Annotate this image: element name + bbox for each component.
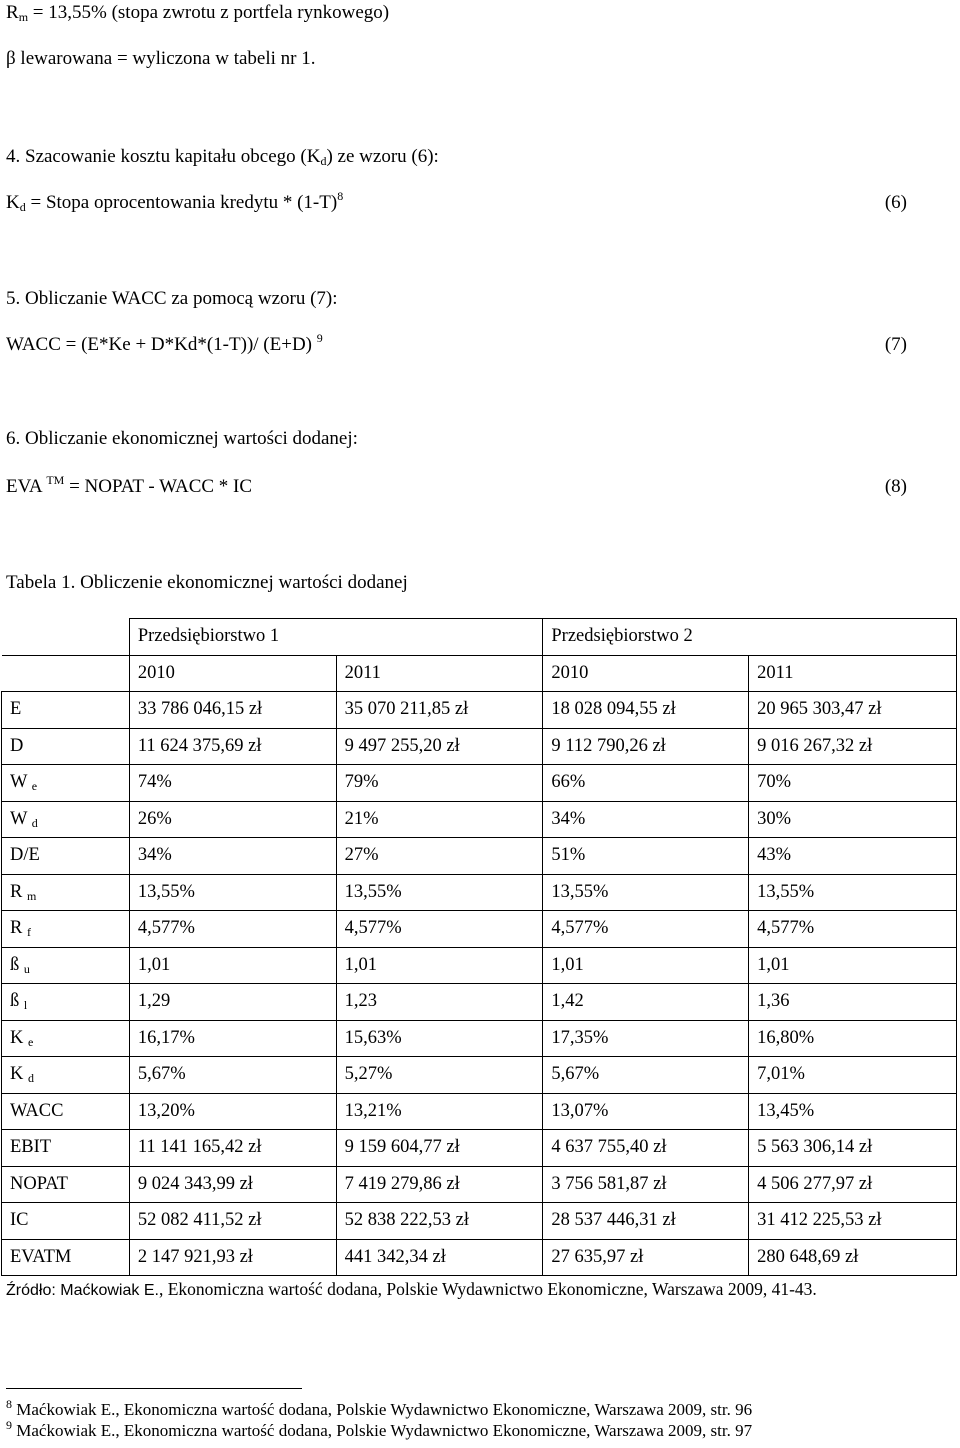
table-cell: 13,07%: [543, 1093, 749, 1130]
table-cell: 13,20%: [129, 1093, 336, 1130]
table-row: [2, 838, 957, 875]
table-corner-cell: [2, 655, 130, 692]
table-cell: 441 342,34 zł: [336, 1239, 543, 1276]
table-cell: 5,67%: [129, 1057, 336, 1094]
row-label-text: IC: [10, 1210, 29, 1231]
rm-subscript: m: [18, 10, 29, 24]
year-header: 2010: [129, 655, 336, 692]
table-cell: 34%: [543, 801, 749, 838]
table-cell: 1,29: [129, 984, 336, 1021]
table-cell: 27%: [336, 838, 543, 875]
table-cell: 11 624 375,69 zł: [129, 728, 336, 765]
row-label: [2, 1057, 130, 1094]
footnote-9: [6, 1418, 753, 1441]
eva-tm-superscript: TM: [46, 473, 65, 487]
step5-heading: 5. Obliczanie WACC za pomocą wzoru (7):: [6, 288, 338, 309]
table-row: [2, 947, 957, 984]
row-label: [2, 728, 130, 765]
table-cell: 4,577%: [129, 911, 336, 948]
table-cell: 1,01: [129, 947, 336, 984]
table-cell: 13,55%: [336, 874, 543, 911]
equation-number-8: (8): [884, 476, 907, 497]
table-cell: 13,55%: [749, 874, 957, 911]
step4-heading: [6, 146, 439, 168]
source-text: , Ekonomiczna wartość dodana, Polskie Wydawnictwo Ekonomiczne, Warszawa 2009, 41-43.: [158, 1279, 817, 1299]
table-cell: 9 016 267,32 zł: [749, 728, 957, 765]
table-row: [2, 1166, 957, 1203]
step4-heading-post: ) ze wzoru (6):: [326, 146, 439, 167]
row-label-text: EBIT: [10, 1137, 52, 1158]
table-cell: 1,23: [336, 984, 543, 1021]
row-label: [2, 1130, 130, 1167]
table-row: [2, 728, 957, 765]
row-label-text: K: [10, 1027, 24, 1048]
table-cell: 13,45%: [749, 1093, 957, 1130]
table-cell: 16,17%: [129, 1020, 336, 1057]
table-row: [2, 1020, 957, 1057]
table-cell: 34%: [129, 838, 336, 875]
row-label: [2, 1020, 130, 1057]
table-row: [2, 692, 957, 729]
table-cell: 30%: [749, 801, 957, 838]
table-row: [2, 801, 957, 838]
row-label: [2, 765, 130, 802]
table-cell: 7 419 279,86 zł: [336, 1166, 543, 1203]
row-label: [2, 838, 130, 875]
table-row: [2, 911, 957, 948]
table-cell: 18 028 094,55 zł: [543, 692, 749, 729]
row-label: [2, 1239, 130, 1276]
rm-symbol: R: [6, 2, 19, 23]
beta-definition: β lewarowana = wyliczona w tabeli nr 1.: [6, 48, 316, 69]
table-cell: 17,35%: [543, 1020, 749, 1057]
year-header: 2011: [336, 655, 543, 692]
eva-table: [1, 618, 957, 1276]
footnote-ref-9: 9: [316, 331, 323, 345]
footnote-number: 8: [6, 1397, 12, 1411]
table-cell: 28 537 446,31 zł: [543, 1203, 749, 1240]
table-cell: 1,01: [336, 947, 543, 984]
row-label: [2, 1166, 130, 1203]
table-cell: 4,577%: [336, 911, 543, 948]
equation-number-7: (7): [884, 334, 907, 355]
footnote-text: Maćkowiak E., Ekonomiczna wartość dodana, Polskie Wydawnictwo Ekonomiczne, Warszawa 2009, str. 97: [12, 1421, 753, 1440]
table-row: [2, 765, 957, 802]
step4-heading-pre: 4. Szacowanie kosztu kapitału obcego (K: [6, 146, 321, 167]
table-cell: 43%: [749, 838, 957, 875]
table-cell: 1,42: [543, 984, 749, 1021]
table-header-companies: [2, 619, 957, 656]
row-label-subscript: d: [28, 1071, 34, 1086]
table-cell: 4,577%: [543, 911, 749, 948]
table-cell: 280 648,69 zł: [749, 1239, 957, 1276]
table-cell: 74%: [129, 765, 336, 802]
table-cell: 13,21%: [336, 1093, 543, 1130]
year-header: 2011: [749, 655, 957, 692]
table-cell: 4,577%: [749, 911, 957, 948]
row-label-text: EVATM: [10, 1246, 72, 1267]
row-label: [2, 692, 130, 729]
table-cell: 5 563 306,14 zł: [749, 1130, 957, 1167]
kd-subscript: d: [19, 200, 26, 214]
table-cell: 9 497 255,20 zł: [336, 728, 543, 765]
row-label: [2, 947, 130, 984]
row-label: [2, 1203, 130, 1240]
row-label-text: ß: [10, 991, 20, 1012]
step6-formula: [6, 473, 253, 498]
table-header-years: [2, 655, 957, 692]
table-cell: 15,63%: [336, 1020, 543, 1057]
row-label-text: ß: [10, 954, 20, 975]
row-label-subscript: m: [26, 888, 37, 903]
table-cell: 3 756 581,87 zł: [543, 1166, 749, 1203]
row-label-text: R: [10, 918, 23, 939]
table-cell: 21%: [336, 801, 543, 838]
table-cell: 9 112 790,26 zł: [543, 728, 749, 765]
footnote-text: Maćkowiak E., Ekonomiczna wartość dodana, Polskie Wydawnictwo Ekonomiczne, Warszawa 2009, str. 96: [12, 1400, 753, 1419]
company2-header: Przedsiębiorstwo 2: [543, 619, 957, 656]
row-label-text: D: [10, 735, 24, 756]
row-label: [2, 801, 130, 838]
table-row: [2, 874, 957, 911]
table-row: [2, 1093, 957, 1130]
table-caption: Tabela 1. Obliczenie ekonomicznej wartości dodanej: [6, 572, 408, 593]
step4-formula: [6, 189, 344, 214]
row-label-subscript: e: [31, 779, 38, 794]
table-row: [2, 984, 957, 1021]
table-cell: 16,80%: [749, 1020, 957, 1057]
step4-heading-sub: d: [320, 154, 327, 168]
kd-formula-text: = Stopa oprocentowania kredytu * (1-T): [25, 192, 338, 213]
footnote-8: [6, 1397, 753, 1420]
row-label: [2, 874, 130, 911]
footnote-separator: [6, 1388, 302, 1389]
row-label-subscript: e: [28, 1034, 34, 1049]
kd-symbol: K: [6, 192, 20, 213]
step6-heading: 6. Obliczanie ekonomicznej wartości dodanej:: [6, 428, 358, 449]
row-label-subscript: u: [23, 961, 30, 976]
source-label: Źródło: Maćkowiak E.: [6, 1282, 159, 1299]
table-row: [2, 1057, 957, 1094]
table-cell: 13,55%: [543, 874, 749, 911]
step5-formula: [6, 331, 323, 356]
table-corner-cell: [2, 619, 130, 656]
table-cell: 79%: [336, 765, 543, 802]
table-cell: 66%: [543, 765, 749, 802]
table-cell: 52 838 222,53 zł: [336, 1203, 543, 1240]
table-cell: 26%: [129, 801, 336, 838]
table-cell: 52 082 411,52 zł: [129, 1203, 336, 1240]
table-cell: 31 412 225,53 zł: [749, 1203, 957, 1240]
table-cell: 51%: [543, 838, 749, 875]
row-label-subscript: d: [31, 815, 38, 830]
table-cell: 4 506 277,97 zł: [749, 1166, 957, 1203]
year-header: 2010: [543, 655, 749, 692]
table-cell: 20 965 303,47 zł: [749, 692, 957, 729]
table-cell: 1,01: [543, 947, 749, 984]
table-cell: 5,27%: [336, 1057, 543, 1094]
table-cell: 1,36: [749, 984, 957, 1021]
row-label-text: K: [10, 1064, 24, 1085]
table-source: [6, 1279, 817, 1300]
row-label: [2, 911, 130, 948]
eva-symbol: EVA: [6, 476, 42, 497]
table-cell: 11 141 165,42 zł: [129, 1130, 336, 1167]
row-label-text: E: [10, 699, 22, 720]
wacc-formula-text: WACC = (E*Ke + D*Kd*(1-T))/ (E+D): [6, 334, 312, 355]
table-cell: 2 147 921,93 zł: [129, 1239, 336, 1276]
company1-header: Przedsiębiorstwo 1: [129, 619, 543, 656]
table-cell: 5,67%: [543, 1057, 749, 1094]
row-label-text: NOPAT: [10, 1173, 68, 1194]
row-label: [2, 984, 130, 1021]
row-label: [2, 1093, 130, 1130]
row-label-subscript: l: [23, 998, 28, 1013]
row-label-text: W: [10, 772, 28, 793]
row-label-text: WACC: [10, 1100, 64, 1121]
table-cell: 4 637 755,40 zł: [543, 1130, 749, 1167]
table-cell: 1,01: [749, 947, 957, 984]
table-row: [2, 1239, 957, 1276]
footnote-number: 9: [6, 1418, 12, 1432]
table-cell: 35 070 211,85 zł: [336, 692, 543, 729]
table-cell: 9 024 343,99 zł: [129, 1166, 336, 1203]
equation-number-6: (6): [884, 192, 907, 213]
footnote-ref-8: 8: [337, 189, 344, 203]
row-label-text: R: [10, 881, 23, 902]
row-label-text: D/E: [10, 845, 40, 866]
table-cell: 7,01%: [749, 1057, 957, 1094]
row-label-subscript: f: [26, 925, 31, 940]
table-cell: 70%: [749, 765, 957, 802]
table-cell: 9 159 604,77 zł: [336, 1130, 543, 1167]
rm-definition: [6, 2, 389, 24]
table-row: [2, 1130, 957, 1167]
table-row: [2, 1203, 957, 1240]
table-cell: 27 635,97 zł: [543, 1239, 749, 1276]
table-cell: 33 786 046,15 zł: [129, 692, 336, 729]
row-label-text: W: [10, 808, 28, 829]
table-cell: 13,55%: [129, 874, 336, 911]
rm-text: = 13,55% (stopa zwrotu z portfela rynkowego): [32, 2, 390, 23]
eva-formula-text: = NOPAT - WACC * IC: [64, 476, 253, 497]
